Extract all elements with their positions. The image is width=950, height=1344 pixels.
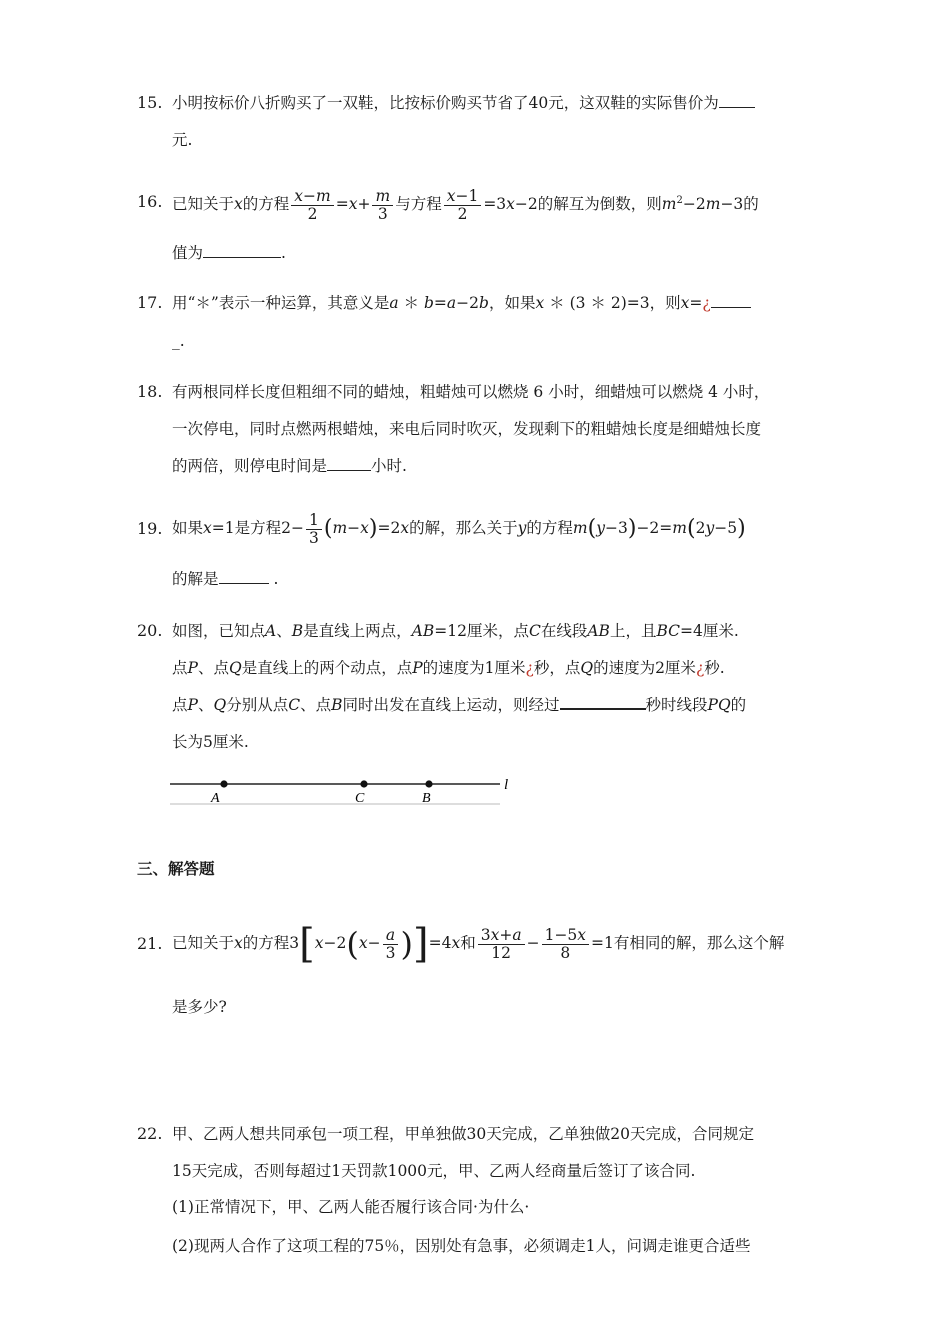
q22-number: 22.	[137, 1124, 163, 1143]
q20-line3: 点P、Q分别从点C、点B同时出发在直线上运动，则经过 秒时线段PQ的	[172, 696, 747, 714]
number-line-figure	[168, 772, 514, 808]
q21-number: 21.	[137, 934, 163, 953]
q19-blank	[219, 569, 269, 584]
q15-text: 小明按标价八折购买了一双鞋，比按标价购买节省了40元，这双鞋的实际售价为	[172, 94, 719, 112]
fraction: $\frac{m}{3}$	[372, 188, 393, 222]
q19-number: 19.	[137, 519, 163, 538]
label-l: l	[504, 777, 509, 793]
q18-number: 18.	[137, 382, 163, 401]
q20-blank	[560, 694, 646, 710]
fraction: $\frac{1}{3}$	[306, 512, 322, 546]
q17-line2: _.	[172, 332, 185, 350]
q15-line2: 元.	[172, 131, 193, 149]
point-a	[220, 780, 227, 787]
q20-line4: 长为5厘米.	[172, 733, 249, 751]
q15-number: 15.	[137, 93, 163, 112]
q22-line1: 甲、乙两人想共同承包一项工程，甲单独做30天完成，乙单独做20天完成，合同规定	[172, 1125, 754, 1143]
q15-blank	[719, 93, 755, 108]
q18-blank	[327, 456, 371, 471]
point-c	[360, 780, 367, 787]
q19-line2: 的解是 .	[172, 570, 279, 588]
label-b: B	[422, 791, 431, 806]
fraction: $\frac{x-1}{2}$	[444, 188, 482, 222]
q17-line1: 用“＊”表示一种运算，其意义是a ＊ b=a−2b，如果x ＊ (3 ＊ 2)=3，则x=¿	[172, 292, 751, 314]
point-b	[425, 780, 432, 787]
q20-line2: 点P、点Q是直线上的两个动点，点P的速度为1厘米¿秒，点Q的速度为2厘米¿秒.	[172, 659, 725, 677]
q17-blank	[711, 293, 751, 308]
q19-line1: 如果x=1是方程2− $\frac{1}{3}$ (m−x)=2x的解，那么关于y的方程m(y−3)−2=m(2y−5)	[172, 511, 746, 547]
q22-part1: (1)正常情况下，甲、乙两人能否履行该合同·为什么·	[172, 1198, 530, 1216]
section-heading: 三、解答题	[137, 859, 215, 878]
q16-number: 16.	[137, 192, 163, 211]
q22-part2: (2)现两人合作了这项工程的75％，因别处有急事，必须调走1人，问调走谁更合适些	[172, 1237, 751, 1255]
q16-line1: 已知关于x的方程 $\frac{x-m}{2}$ =x+ $\frac{m}{3}$ 与方程 $\frac{x-1}{2}$ =3x−2的解互为倒数，则$m^2-2m-3$的	[172, 187, 759, 223]
q20-line1: 如图，已知点A、B是直线上两点，AB=12厘米，点C在线段AB上，且BC=4厘米.	[172, 622, 739, 640]
q21-line1: 已知关于x的方程3[x−2(x− $\frac{a}{3}$ )]=4x和 $\frac{3x+a}{12}$ − $\frac{1-5x}{8}$ =1有相同的解，那么这个解	[172, 921, 785, 967]
q18-line2: 一次停电，同时点燃两根蜡烛，来电后同时吹灭，发现剩下的粗蜡烛长度是细蜡烛长度	[172, 420, 762, 438]
fraction: $\frac{x-m}{2}$	[291, 188, 333, 222]
q18-line1: 有两根同样长度但粗细不同的蜡烛，粗蜡烛可以燃烧 6 小时，细蜡烛可以燃烧 4 小时，	[172, 383, 770, 401]
q21-line2: 是多少?	[172, 998, 227, 1016]
q18-line3: 的两倍，则停电时间是 小时.	[172, 457, 407, 475]
q20-number: 20.	[137, 621, 163, 640]
q17-number: 17.	[137, 293, 163, 312]
q15-line1	[172, 92, 755, 114]
label-c: C	[355, 791, 365, 806]
fraction: $\frac{3x+a}{12}$	[478, 927, 525, 961]
q22-line2: 15天完成，否则每超过1天罚款1000元，甲、乙两人经商量后签订了该合同.	[172, 1162, 696, 1180]
fraction: $\frac{1-5x}{8}$	[542, 927, 589, 961]
q16-line2: 值为 .	[172, 244, 286, 262]
fraction: $\frac{a}{3}$	[383, 927, 399, 961]
q16-blank	[203, 243, 281, 258]
label-a: A	[211, 791, 220, 806]
